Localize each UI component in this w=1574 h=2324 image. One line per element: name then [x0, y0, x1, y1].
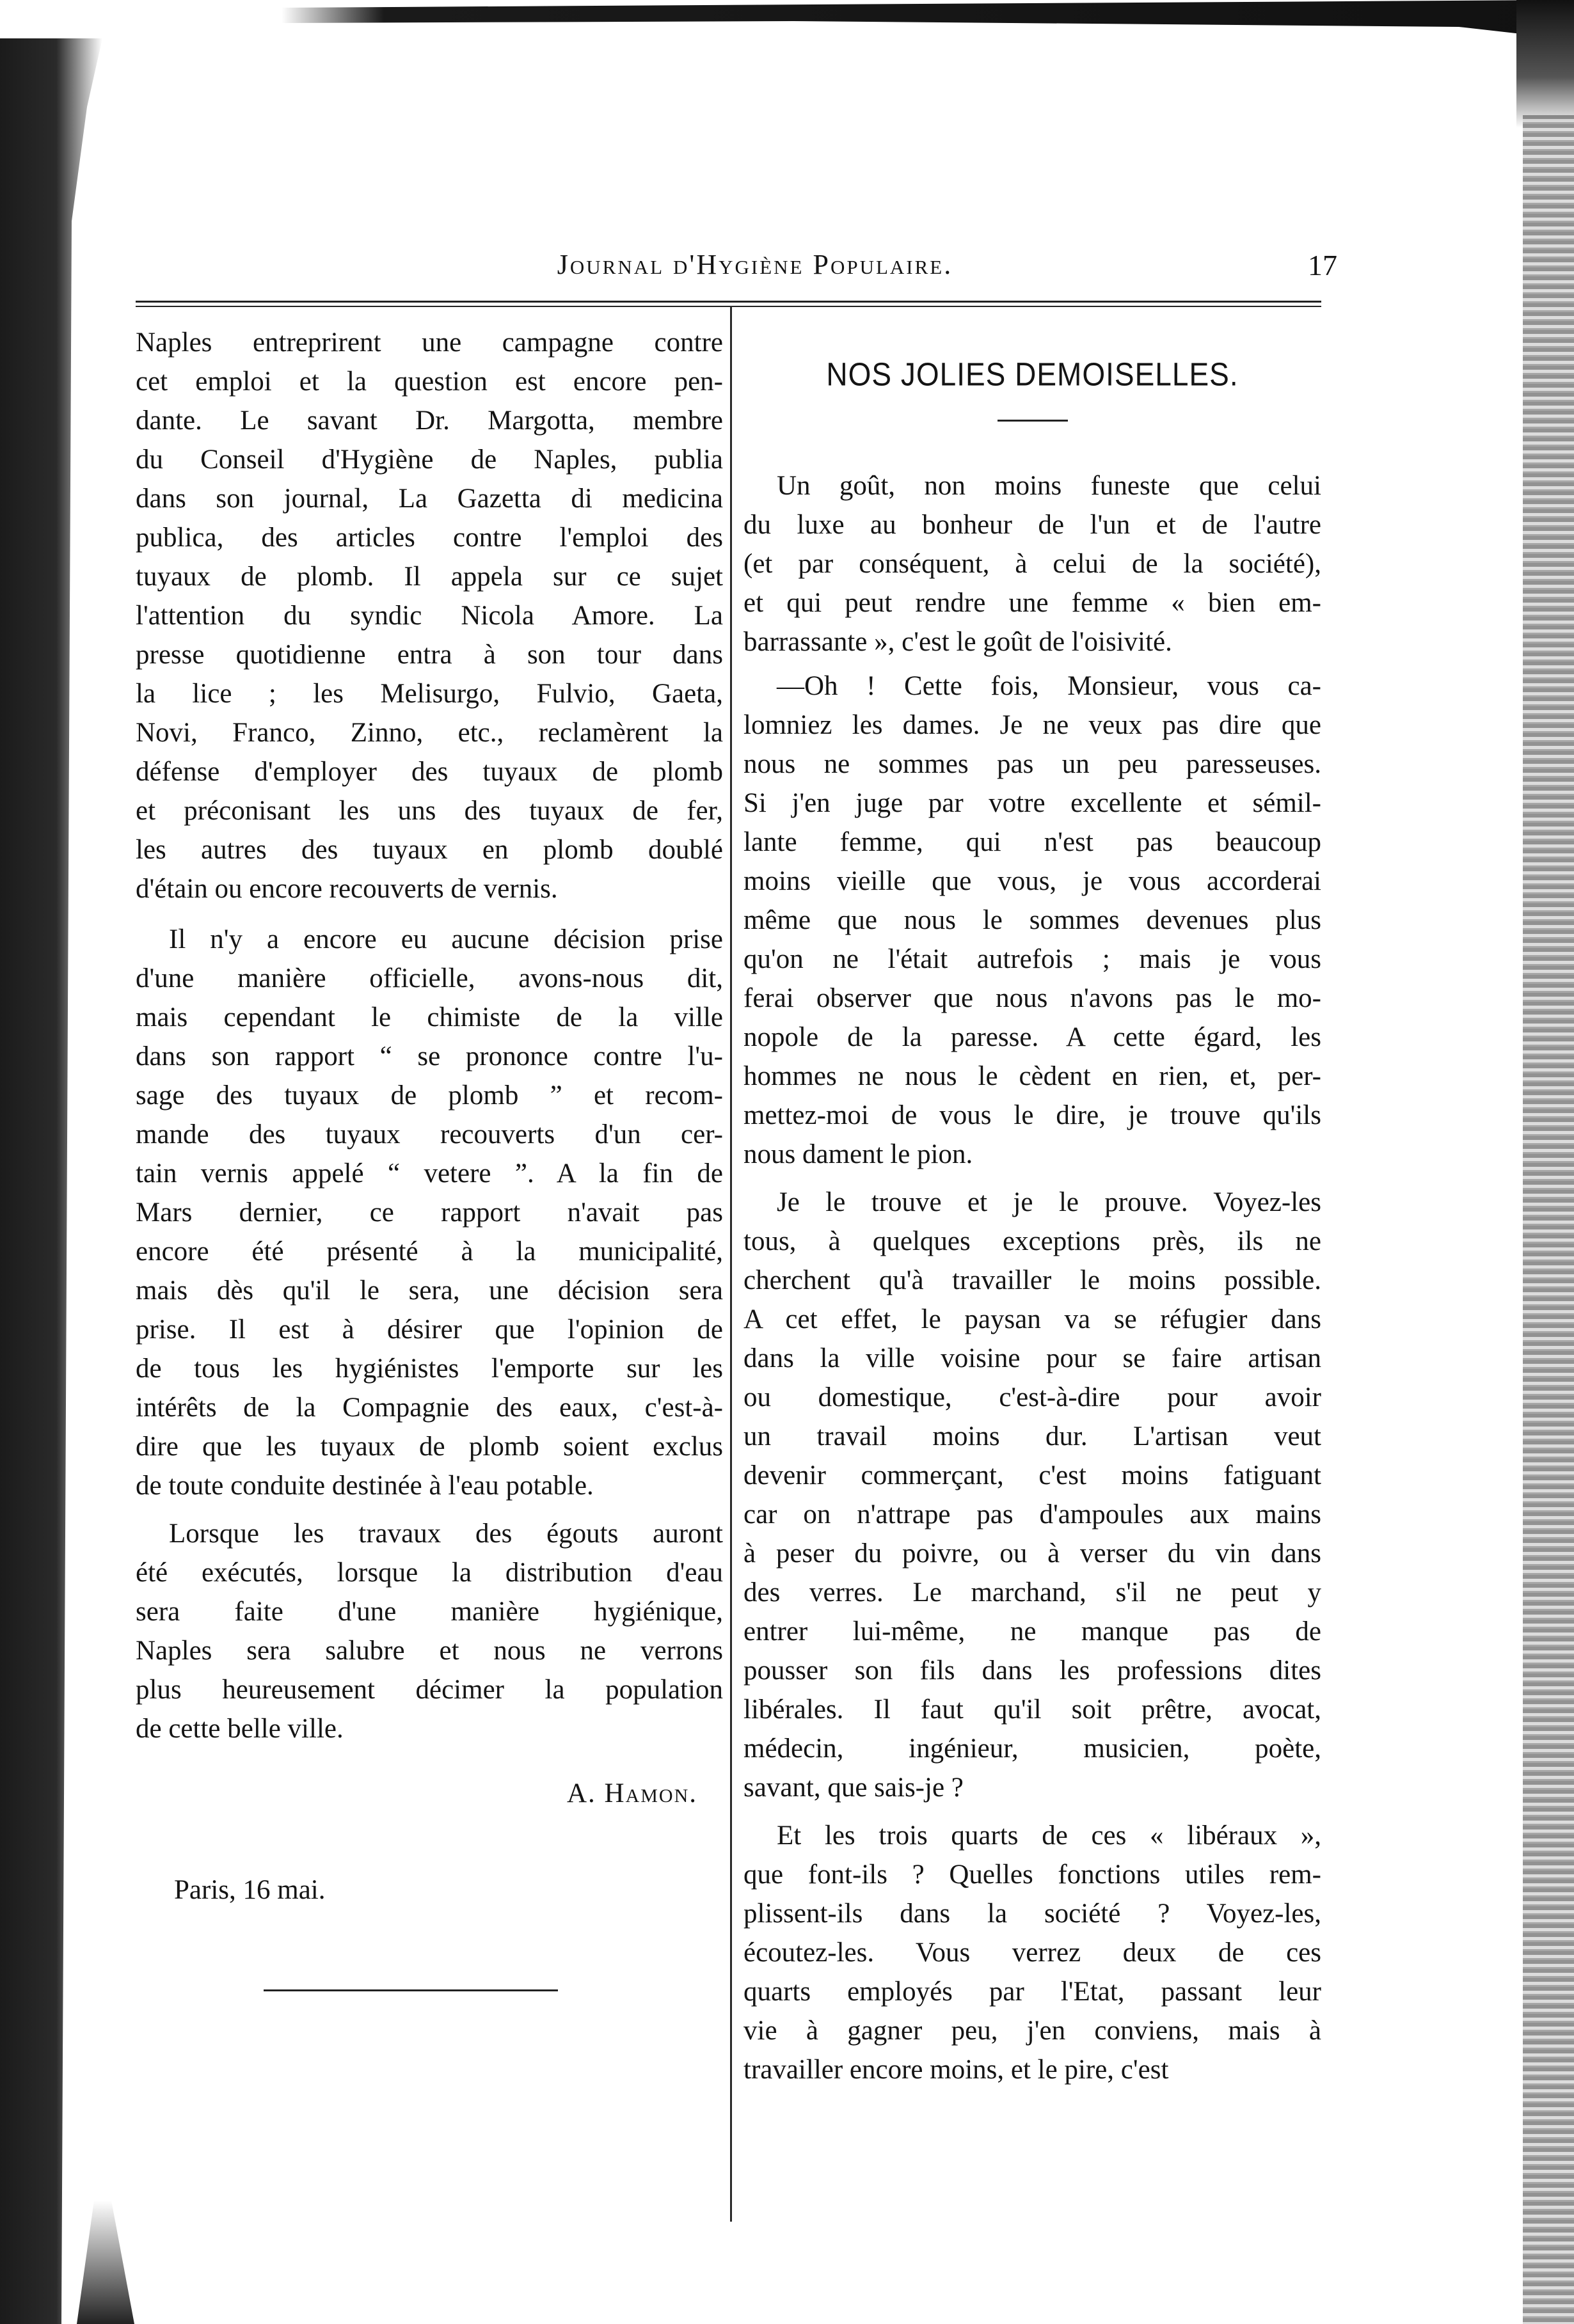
text-line: car on n'attrape pas d'ampoules aux mains — [743, 1499, 1321, 1530]
column-divider — [730, 306, 732, 2222]
text-line: ou domestique, c'est-à-dire pour avoir — [743, 1382, 1321, 1412]
text-line: la lice ; les Melisurgo, Fulvio, Gaeta, — [136, 679, 723, 709]
left-paragraph — [136, 1514, 723, 1748]
text-line: tain vernis appelé “ vetere ”. A la fin de — [136, 1158, 723, 1189]
text-line: mais dès qu'il le sera, une décision sera — [136, 1276, 723, 1306]
text-line: été exécutés, lorsque la distribution d'eau — [136, 1558, 723, 1588]
text-line: dans son journal, La Gazetta di medicina — [136, 484, 723, 514]
text-line: d'étain ou encore recouverts de vernis. — [136, 874, 558, 904]
text-line: publica, des articles contre l'emploi des — [136, 523, 723, 553]
text-line: mettez-moi de vous le dire, je trouve qu'ils — [743, 1100, 1321, 1130]
text-line: Un goût, non moins funeste que celui — [777, 471, 1321, 501]
text-line: cherchent qu'à travailler le moins possible. — [743, 1265, 1321, 1295]
text-line: que font-ils ? Quelles fonctions utiles rem- — [743, 1860, 1321, 1890]
text-line: Naples entreprirent une campagne contre — [136, 328, 723, 358]
text-line: du luxe au bonheur de l'un et de l'autre — [743, 510, 1321, 540]
text-line: plus heureusement décimer la population — [136, 1675, 723, 1705]
text-line: intérêts de la Compagnie des eaux, c'est-à- — [136, 1393, 723, 1423]
text-line: dante. Le savant Dr. Margotta, membre — [136, 406, 723, 436]
text-line: tuyaux de plomb. Il appela sur ce sujet — [136, 562, 723, 592]
text-line: dire que les tuyaux de plomb soient exclus — [136, 1432, 723, 1462]
text-line: Novi, Franco, Zinno, etc., reclamèrent la — [136, 718, 723, 748]
text-line: mais cependant le chimiste de la ville — [136, 1002, 723, 1032]
text-line: tous, à quelques exceptions près, ils ne — [743, 1226, 1321, 1256]
text-line: du Conseil d'Hygiène de Naples, publia — [136, 445, 723, 475]
text-line: Lorsque les travaux des égouts auront — [169, 1519, 723, 1549]
article-heading: NOS JOLIES DEMOISELLES. — [826, 356, 1239, 393]
scan-edge-left — [0, 38, 102, 2324]
text-line: barrassante », c'est le goût de l'oisivité. — [743, 627, 1172, 657]
text-line: quarts employés par l'Etat, passant leur — [743, 1977, 1321, 2007]
text-line: qu'on ne l'était autrefois ; mais je vous — [743, 944, 1321, 974]
text-line: hommes ne nous le cèdent en rien, et, per- — [743, 1061, 1321, 1091]
scan-edge-top — [282, 0, 1561, 38]
text-line: écoutez-les. Vous verrez deux de ces — [743, 1938, 1321, 1968]
text-line: d'une manière officielle, avons-nous dit, — [136, 963, 723, 993]
text-line: vie à gagner peu, j'en conviens, mais à — [743, 2016, 1321, 2046]
text-line: lomniez les dames. Je ne veux pas dire que — [743, 710, 1321, 740]
text-line: savant, que sais-je ? — [743, 1773, 964, 1803]
text-line: médecin, ingénieur, musicien, poète, — [743, 1734, 1321, 1764]
text-line: les autres des tuyaux en plomb doublé — [136, 835, 723, 865]
right-paragraph — [743, 1816, 1321, 2089]
heading-rule — [998, 420, 1068, 422]
text-line: l'attention du syndic Nicola Amore. La — [136, 601, 723, 631]
text-line: Il n'y a encore eu aucune décision prise — [169, 924, 723, 954]
text-line: même que nous le sommes devenues plus — [743, 905, 1321, 935]
scan-edge-top-right — [1516, 0, 1574, 128]
text-line: mande des tuyaux recouverts d'un cer- — [136, 1119, 723, 1150]
text-line: de toute conduite destinée à l'eau potable. — [136, 1471, 594, 1501]
text-line: un travail moins dur. L'artisan veut — [743, 1421, 1321, 1451]
text-line: Je le trouve et je le prouve. Voyez-les — [777, 1187, 1321, 1217]
text-line: A cet effet, le paysan va se réfugier dans — [743, 1304, 1321, 1334]
text-line: plissent-ils dans la société ? Voyez-les, — [743, 1899, 1321, 1929]
text-line: dans son rapport “ se prononce contre l'u- — [136, 1041, 723, 1071]
text-line: à peser du poivre, ou à verser du vin dans — [743, 1538, 1321, 1569]
text-line: des verres. Le marchand, s'il ne peut y — [743, 1577, 1321, 1608]
text-line: de cette belle ville. — [136, 1714, 344, 1744]
text-line: moins vieille que vous, je vous accorderai — [743, 866, 1321, 896]
text-line: dans la ville voisine pour se faire artisan — [743, 1343, 1321, 1373]
text-line: nous dament le pion. — [743, 1139, 973, 1169]
text-line: presse quotidienne entra à son tour dans — [136, 640, 723, 670]
right-paragraph — [743, 466, 1321, 661]
text-line: sage des tuyaux de plomb ” et recom- — [136, 1080, 723, 1111]
right-column — [743, 323, 1321, 2094]
right-paragraph — [743, 1183, 1321, 1807]
text-line: sera faite d'une manière hygiénique, — [136, 1597, 723, 1627]
text-line: —Oh ! Cette fois, Monsieur, vous ca- — [777, 671, 1321, 701]
scan-edge-bottom-left — [77, 2201, 134, 2324]
header-rule — [136, 301, 1321, 307]
text-line: devenir commerçant, c'est moins fatiguant — [743, 1460, 1321, 1490]
dateline: Paris, 16 mai. — [174, 1875, 326, 1905]
right-paragraph — [743, 667, 1321, 1174]
left-paragraph — [136, 323, 723, 908]
text-line: et qui peut rendre une femme « bien em- — [743, 588, 1321, 618]
text-line: encore été présenté à la municipalité, — [136, 1237, 723, 1267]
text-line: travailler encore moins, et le pire, c'est — [743, 2055, 1169, 2085]
text-line: Si j'en juge par votre excellente et sémil- — [743, 788, 1321, 818]
text-line: lante femme, qui n'est pas beaucoup — [743, 827, 1321, 857]
text-line: et préconisant les uns des tuyaux de fer, — [136, 796, 723, 826]
left-column — [136, 323, 723, 1991]
text-line: nopole de la paresse. A cette égard, les — [743, 1022, 1321, 1052]
text-line: de tous les hygiénistes l'emporte sur les — [136, 1354, 723, 1384]
text-line: Et les trois quarts de ces « libéraux », — [777, 1821, 1321, 1851]
page-number: 17 — [1308, 249, 1337, 281]
running-head: Journal d'Hygiène Populaire. — [557, 249, 953, 280]
author-signature: A. Hamon. — [566, 1778, 697, 1808]
text-line: (et par conséquent, à celui de la société), — [743, 549, 1321, 579]
text-line: Naples sera salubre et nous ne verrons — [136, 1636, 723, 1666]
text-line: nous ne sommes pas un peu paresseuses. — [743, 749, 1321, 779]
text-line: ferai observer que nous n'avons pas le mo- — [743, 983, 1321, 1013]
text-line: entrer lui-même, ne manque pas de — [743, 1617, 1321, 1647]
scan-edge-right — [1523, 115, 1574, 2324]
left-paragraph — [136, 920, 723, 1505]
text-line: prise. Il est à désirer que l'opinion de — [136, 1315, 723, 1345]
text-line: défense d'employer des tuyaux de plomb — [136, 757, 723, 787]
end-rule — [264, 1989, 558, 1991]
text-line: Mars dernier, ce rapport n'avait pas — [136, 1198, 723, 1228]
text-line: cet emploi et la question est encore pen- — [136, 367, 723, 397]
text-line: libérales. Il faut qu'il soit prêtre, avocat, — [743, 1695, 1321, 1725]
text-line: pousser son fils dans les professions dites — [743, 1656, 1321, 1686]
